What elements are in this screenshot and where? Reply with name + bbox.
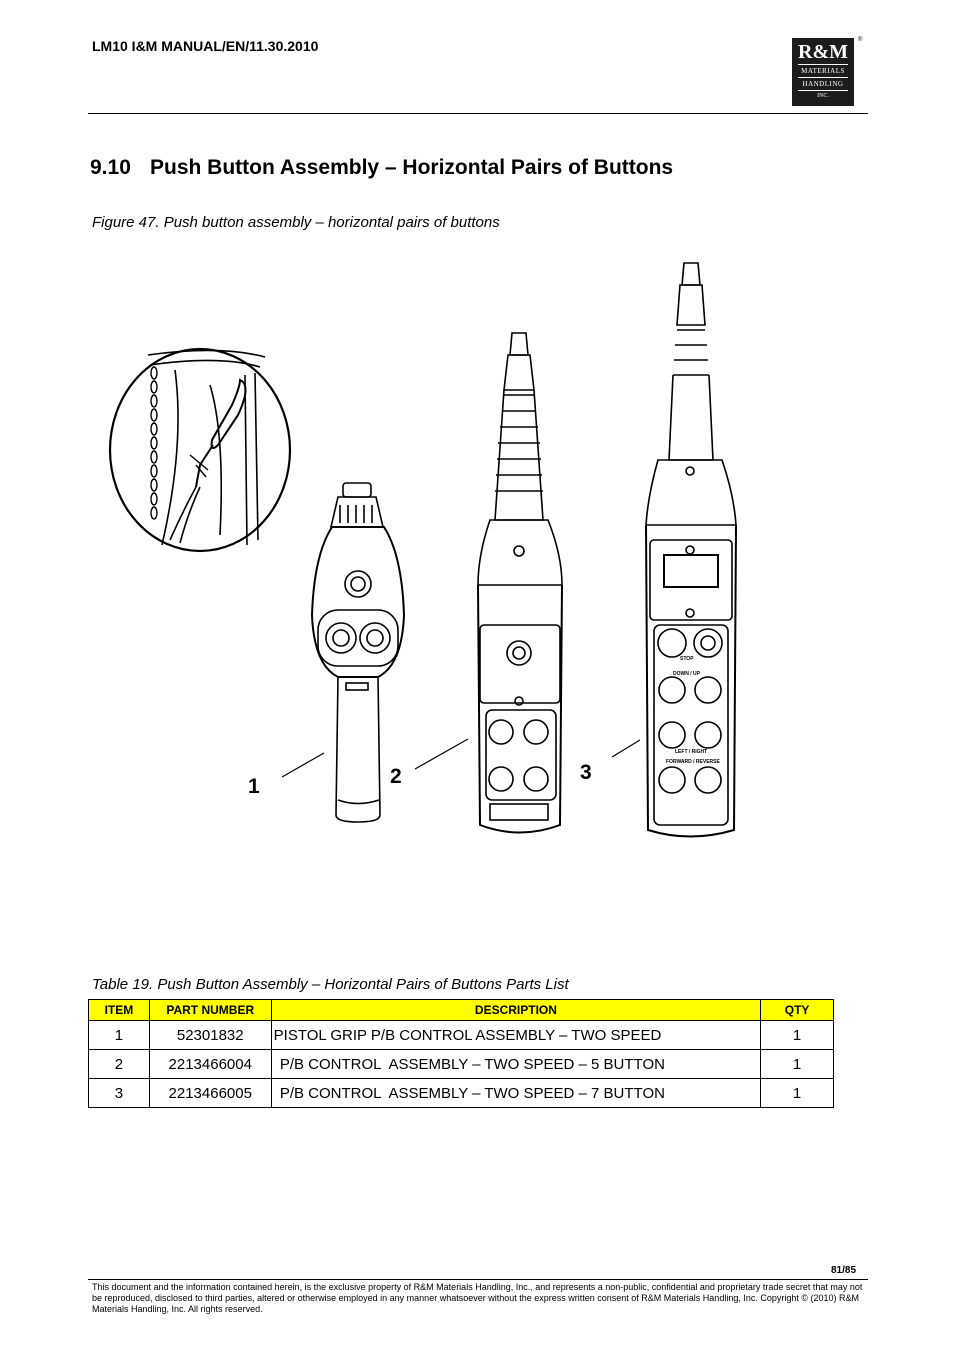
table-caption: Table 19. Push Button Assembly – Horizontal Pairs of Buttons Parts List [92, 976, 569, 993]
table-header-row [89, 1000, 834, 1021]
table-row [89, 1050, 834, 1079]
label-left-right: LEFT / RIGHT [675, 749, 708, 755]
table-row [89, 1021, 834, 1050]
table-row [89, 1079, 834, 1108]
cell-description: P/B CONTROL ASSEMBLY – TWO SPEED – 5 BUTTON [271, 1050, 761, 1079]
logo-materials-text: MATERIALS [801, 67, 845, 75]
header-description: DESCRIPTION [271, 1000, 761, 1021]
figure-caption: Figure 47. Push button assembly – horizontal pairs of buttons [92, 214, 500, 231]
cell-qty: 1 [761, 1021, 834, 1050]
header-part-number: PART NUMBER [149, 1000, 271, 1021]
header-item: ITEM [89, 1000, 150, 1021]
section-number: 9.10 [90, 156, 131, 179]
header-qty: QTY [761, 1000, 834, 1021]
pendant-2-five-button [478, 333, 562, 833]
section-title-text: Push Button Assembly – Horizontal Pairs of Buttons [150, 156, 674, 179]
cell-qty: 1 [761, 1050, 834, 1079]
cell-description: P/B CONTROL ASSEMBLY – TWO SPEED – 7 BUTTON [271, 1079, 761, 1108]
footer-disclaimer: This document and the information contained herein, is the exclusive property of R&M Materials Handling, Inc., and represents a non-public, confidential and proprietary trade secret that may not be reproduced, disclosed to third parties, altered or otherwise employed in any manner whatsoever without the express written consent of R&M Materials Handling, Inc. Copyright © (2010) R&M Materials Handling, Inc. All rights reserved. [92, 1282, 863, 1314]
pendant-drawing [100, 255, 860, 855]
header-divider [88, 113, 868, 114]
callout-3: 3 [580, 761, 592, 784]
label-stop: STOP [680, 656, 694, 662]
chain-detail-circle [110, 349, 290, 551]
pendant-figure [100, 255, 860, 855]
logo-handling-text: HANDLING [802, 80, 844, 88]
parts-table [88, 999, 834, 1108]
label-fwd-rev: FORWARD / REVERSE [666, 759, 720, 765]
cell-item: 1 [89, 1021, 150, 1050]
cell-item: 3 [89, 1079, 150, 1108]
page-number: 81/85 [831, 1265, 857, 1276]
footer-divider [88, 1279, 868, 1280]
callout-2: 2 [390, 765, 402, 788]
callout-1: 1 [248, 775, 260, 798]
logo-inc-text: INC. [817, 93, 829, 99]
label-up-down: DOWN / UP [673, 671, 700, 677]
cell-item: 2 [89, 1050, 150, 1079]
cell-part-number: 2213466005 [149, 1079, 271, 1108]
cell-part-number: 2213466004 [149, 1050, 271, 1079]
logo-main-text: R&M [798, 41, 848, 63]
cell-qty: 1 [761, 1079, 834, 1108]
cell-description: PISTOL GRIP P/B CONTROL ASSEMBLY – TWO SPEED [271, 1021, 761, 1050]
cell-part-number: 52301832 [149, 1021, 271, 1050]
document-header-title: LM10 I&M MANUAL/EN/11.30.2010 [92, 38, 319, 54]
section-heading [90, 156, 673, 180]
registered-mark-icon: ® [858, 37, 863, 43]
rm-logo [792, 38, 854, 106]
